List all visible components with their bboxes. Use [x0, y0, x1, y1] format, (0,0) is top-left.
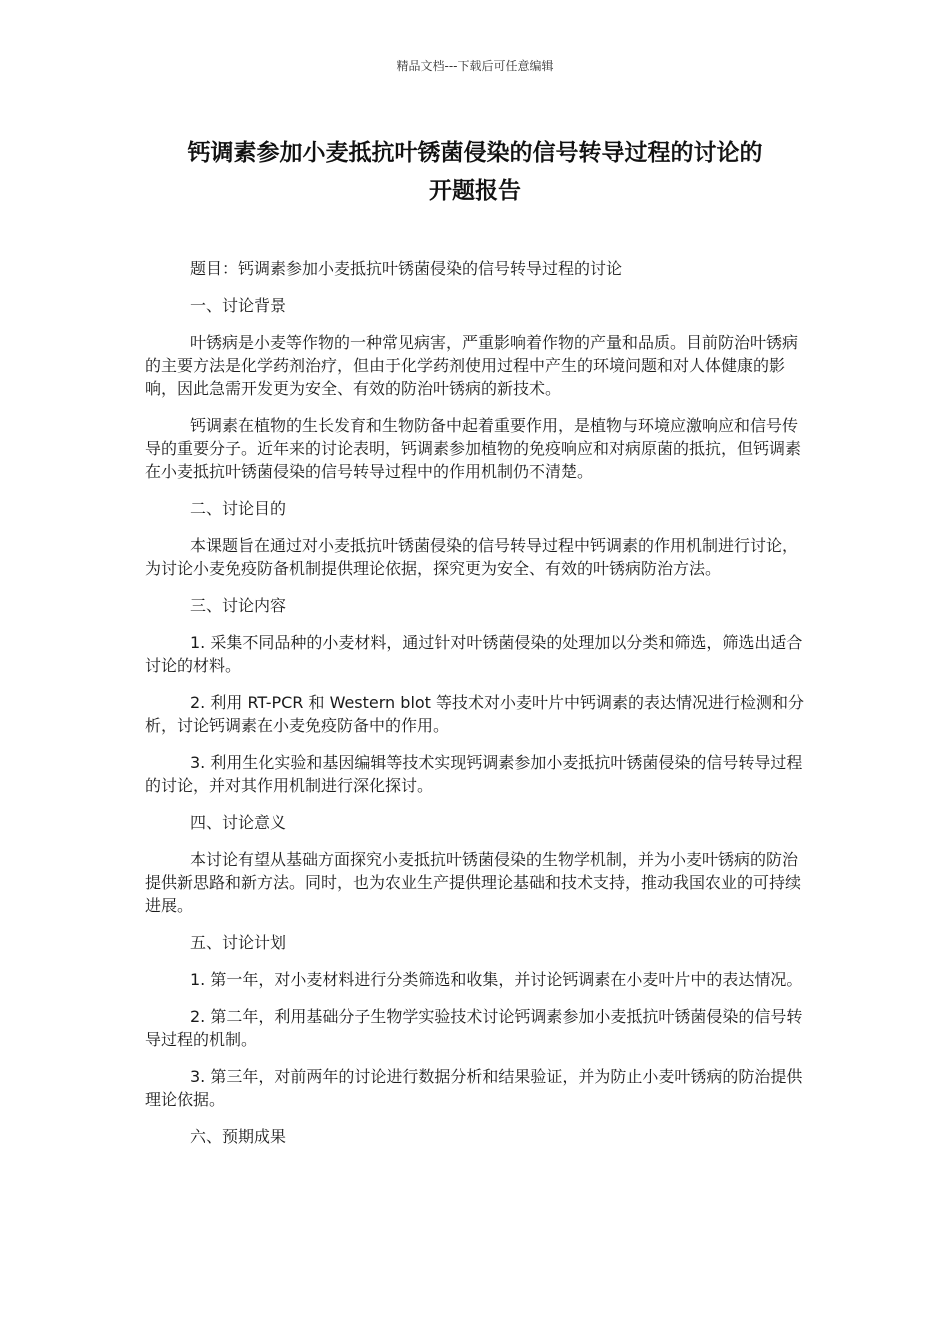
paragraph: 钙调素在植物的生长发育和生物防备中起着重要作用，是植物与环境应激响应和信号传导的重要分子。近年来的讨论表明，钙调素参加植物的免疫响应和对病原菌的抵抗，但钙调素在小麦抵抗叶锈菌侵染的信号转导过程中的作用机制仍不清楚。 — [145, 416, 802, 481]
list-item: 3. 利用生化实验和基因编辑等技术实现钙调素参加小麦抵抗叶锈菌侵染的信号转导过程的讨论，并对其作用机制进行深化探讨。 — [145, 753, 803, 795]
list-item: 2. 利用 RT-PCR 和 Western blot 等技术对小麦叶片中钙调素的表达情况进行检测和分析，讨论钙调素在小麦免疫防备中的作用。 — [145, 693, 805, 735]
section-heading-plan: 五、讨论计划 — [190, 933, 287, 952]
title-line-1: 钙调素参加小麦抵抗叶锈菌侵染的信号转导过程的讨论的 — [187, 140, 763, 166]
section-heading-significance: 四、讨论意义 — [190, 813, 287, 832]
section-heading-purpose: 二、讨论目的 — [190, 499, 287, 518]
list-item: 1. 第一年，对小麦材料进行分类筛选和收集，并讨论钙调素在小麦叶片中的表达情况。 — [190, 970, 803, 989]
section-heading-content: 三、讨论内容 — [190, 596, 287, 615]
list-item: 1. 采集不同品种的小麦材料，通过针对叶锈菌侵染的处理加以分类和筛选，筛选出适合讨论的材料。 — [145, 633, 803, 675]
list-item: 2. 第二年，利用基础分子生物学实验技术讨论钙调素参加小麦抵抗叶锈菌侵染的信号转导过程的机制。 — [145, 1007, 803, 1049]
list-item: 3. 第三年，对前两年的讨论进行数据分析和结果验证，并为防止小麦叶锈病的防治提供理论依据。 — [145, 1067, 803, 1109]
section-heading-background: 一、讨论背景 — [190, 296, 287, 315]
subject-line: 题目：钙调素参加小麦抵抗叶锈菌侵染的信号转导过程的讨论 — [190, 259, 623, 278]
paragraph: 本课题旨在通过对小麦抵抗叶锈菌侵染的信号转导过程中钙调素的作用机制进行讨论，为讨论小麦免疫防备机制提供理论依据，探究更为安全、有效的叶锈病防治方法。 — [145, 536, 799, 578]
paragraph: 叶锈病是小麦等作物的一种常见病害，严重影响着作物的产量和品质。目前防治叶锈病的主要方法是化学药剂治疗，但由于化学药剂使用过程中产生的环境问题和对人体健康的影响，因此急需开发更为安全、有效的防治叶锈病的新技术。 — [145, 333, 799, 398]
title-line-2: 开题报告 — [429, 178, 521, 204]
section-heading-outcomes: 六、预期成果 — [190, 1127, 287, 1146]
header-note: 精品文档---下载后可任意编辑 — [396, 59, 554, 73]
document-title — [145, 134, 805, 210]
paragraph: 本讨论有望从基础方面探究小麦抵抗叶锈菌侵染的生物学机制，并为小麦叶锈病的防治提供新思路和新方法。同时，也为农业生产提供理论基础和技术支持，推动我国农业的可持续进展。 — [145, 850, 802, 915]
document-body — [145, 257, 810, 1162]
